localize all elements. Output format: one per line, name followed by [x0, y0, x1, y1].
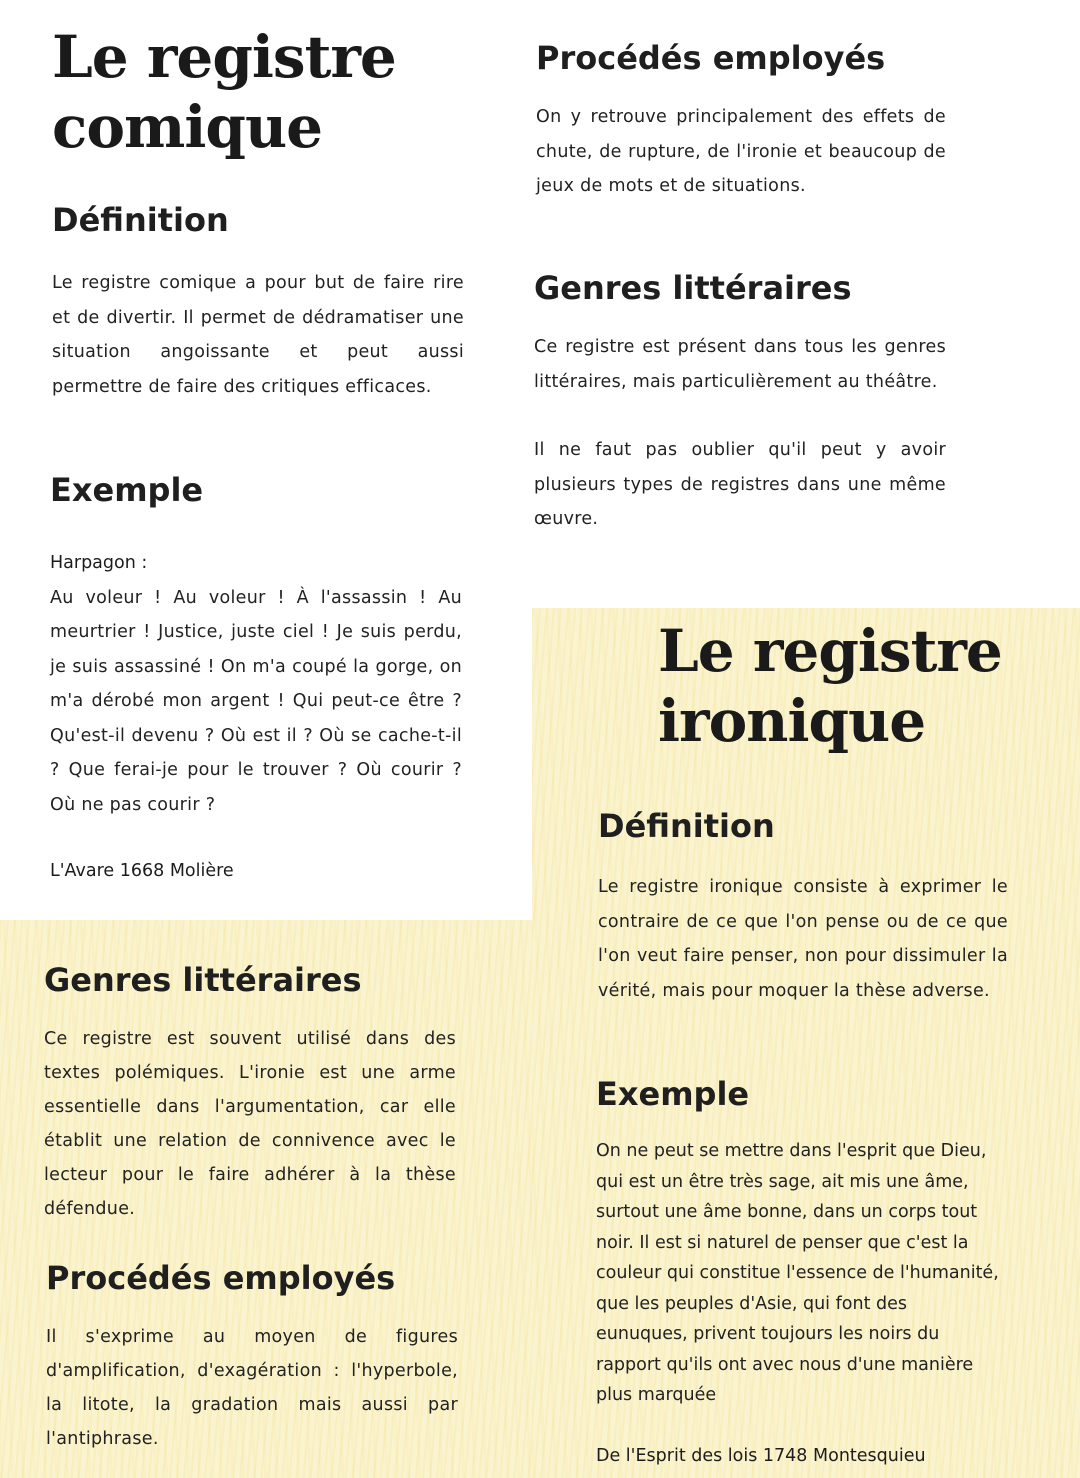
ironique-genres-heading: Genres littéraires	[44, 961, 362, 999]
ironique-example-line: noir. Il est si naturel de penser que c'est la	[596, 1232, 969, 1253]
ironique-procedes-text: Il s'exprime au moyen de figures d'amplification, d'exagération : l'hyperbole, la litote, la gradation mais aussi par l'antiphrase.	[46, 1327, 458, 1449]
ironique-definition-heading: Définition	[598, 807, 775, 845]
comique-genres-section	[534, 268, 946, 537]
ironique-example-line: surtout une âme bonne, dans un corps tout	[596, 1202, 978, 1222]
comique-example-section	[50, 470, 462, 889]
ironique-example-line: qui est un être très sage, ait mis une âme,	[596, 1171, 969, 1192]
ironique-title-line2: ironique	[658, 687, 926, 755]
ironique-genres-text: Ce registre est souvent utilisé dans des textes polémiques. L'ironie est une arme essentielle dans l'argumentation, car elle établit une relation de connivence avec le lecteur pour le faire adhérer à la thèse défendue.	[44, 1029, 456, 1219]
comique-genres-text: Ce registre est présent dans tous les genres littéraires, mais particulièrement au théâtre.	[534, 337, 946, 392]
comique-definition-section	[52, 200, 464, 404]
ironique-definition-section	[598, 806, 1008, 1008]
ironique-procedes-section	[46, 1258, 458, 1456]
comique-note-text: Il ne faut pas oublier qu'il peut y avoir plusieurs types de registres dans une même œuvre.	[534, 440, 946, 529]
comique-procedes-section	[536, 38, 946, 204]
ironique-example-line: que les peuples d'Asie, qui font des	[596, 1293, 907, 1314]
comique-definition-heading: Définition	[52, 201, 229, 239]
ironique-procedes-heading: Procédés employés	[46, 1259, 396, 1297]
ironique-example-line: plus marquée	[596, 1385, 717, 1405]
ironique-example-section	[596, 1074, 1036, 1473]
ironique-definition-text: Le registre ironique consiste à exprimer le contraire de ce que l'on pense ou de ce que l'on veut faire penser, non pour dissimuler la vérité, mais pour moquer la thèse adverse.	[598, 877, 1008, 1001]
ironique-genres-section	[44, 960, 456, 1226]
comique-example-speaker: Harpagon :	[50, 553, 148, 573]
ironique-example-line: eunuques, privent toujours les noirs du	[596, 1324, 940, 1344]
ironique-title-line1: Le registre	[658, 617, 1002, 685]
comique-definition-text: Le registre comique a pour but de faire rire et de divertir. Il permet de dédramatiser une situation angoissante et peut aussi permettre de faire des critiques efficaces.	[52, 273, 464, 397]
ironique-example-line: On ne peut se mettre dans l'esprit que Dieu,	[596, 1141, 987, 1161]
comique-example-quote: Au voleur ! Au voleur ! À l'assassin ! Au meurtrier ! Justice, juste ciel ! Je suis perdu, je suis assassiné ! On m'a coupé la gorge, on m'a dérobé mon argent ! Qui peut-ce être ? Qu'est-il devenu ? Où est il ? Où se cache-t-il ? Que ferai-je pour le trouver ? Où courir ? Où ne pas courir ?	[50, 587, 462, 815]
ironique-title	[658, 616, 1038, 756]
ironique-example-line: couleur qui constitue l'essence de l'humanité,	[596, 1263, 999, 1283]
comique-example-heading: Exemple	[50, 471, 204, 509]
comique-title-line1: Le registre	[52, 23, 396, 91]
comique-example-source: L'Avare 1668 Molière	[50, 861, 234, 881]
ironique-example-line: rapport qu'ils ont avec nous d'une manière	[596, 1354, 974, 1375]
ironique-example-heading: Exemple	[596, 1075, 750, 1113]
comique-procedes-text: On y retrouve principalement des effets de chute, de rupture, de l'ironie et beaucoup de jeux de mots et de situations.	[536, 107, 946, 196]
ironique-example-source: De l'Esprit des lois 1748 Montesquieu	[596, 1445, 926, 1466]
ironique-example-quote	[596, 1136, 1036, 1411]
comique-title	[52, 22, 472, 162]
comique-procedes-heading: Procédés employés	[536, 39, 886, 77]
comique-title-line2: comique	[52, 93, 323, 161]
comique-genres-heading: Genres littéraires	[534, 269, 852, 307]
